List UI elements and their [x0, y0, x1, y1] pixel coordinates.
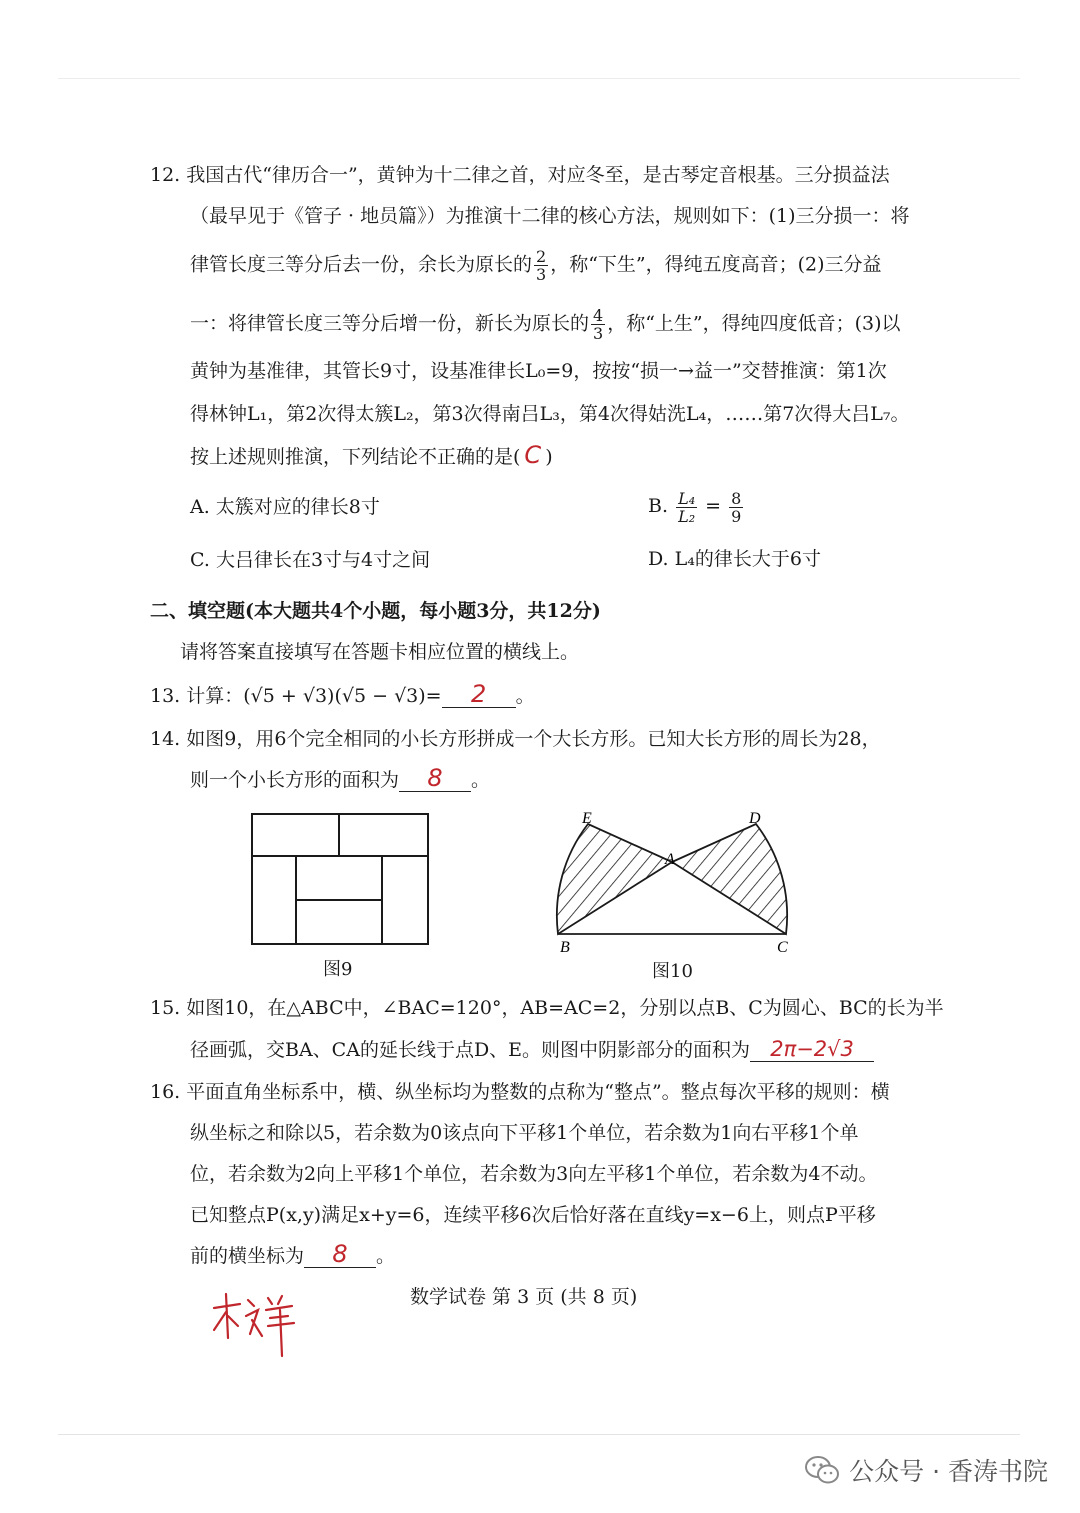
q16-line5-text: 前的横坐标为: [190, 1245, 305, 1267]
figure-10-arcs: [548, 806, 800, 954]
q12-line4: [190, 307, 901, 342]
q12-option-b: [648, 484, 745, 528]
q16-handwritten-answer: 8: [332, 1240, 348, 1268]
q14-line2-text: 则一个小长方形的面积为: [190, 769, 400, 791]
q15-line1: 15. 如图10，在△ABC中，∠BAC=120°，AB=AC=2，分别以点B、C为圆心、BC的长为半: [150, 997, 944, 1019]
figure-9-rectangles: [250, 812, 430, 946]
q12-line4-text-b: ，称“上生”，得纯四度低音；(3)以: [607, 312, 901, 335]
q15-line2: [190, 1037, 874, 1063]
q12-line5: 黄钟为基准律，其管长9寸，设基准律长L₀=9，按按“损一→益一”交替推演：第1次: [190, 360, 887, 382]
q13-text: 13. 计算：(√5 + √3)(√5 − √3)=: [150, 685, 442, 707]
q16-period: 。: [376, 1245, 396, 1267]
wechat-icon: [805, 1455, 839, 1485]
q12-line4-text-a: 一：将律管长度三等分后增一份，新长为原长的: [190, 312, 590, 335]
watermark-text: 公众号 · 香涛书院: [849, 1457, 1048, 1486]
fig10-left-shaded-region: [557, 824, 672, 934]
q12-line1: 12. 我国古代“律历合一”，黄钟为十二律之首，对应冬至，是古琴定音根基。三分损益法: [150, 164, 890, 186]
q12-line3-text-a: 律管长度三等分后去一份，余长为原长的: [190, 253, 533, 276]
q12-line7-text: 按上述规则推演，下列结论不正确的是(: [190, 446, 521, 468]
q12-option-c: C. 大吕律长在3寸与4寸之间: [190, 549, 431, 571]
fraction-l4-over-l2: $\frac{\text{L₄}}{\text{L₂}}$: [678, 488, 696, 526]
q14-period: 。: [471, 769, 491, 791]
q16-line2: 纵坐标之和除以5，若余数为0该点向下平移1个单位，若余数为1向右平移1个单: [190, 1122, 859, 1144]
q12-line3: [190, 248, 882, 283]
fig10-label-d: D: [749, 810, 761, 827]
fig10-label-c: C: [777, 939, 788, 954]
q12-line7: [190, 442, 553, 470]
page-footer: 数学试卷 第 3 页 (共 8 页): [410, 1286, 638, 1308]
signature-strokes: [210, 1290, 300, 1360]
q12-line3-text-b: ，称“下生”，得纯五度高音；(2)三分益: [550, 253, 882, 276]
fraction-two-thirds: $\frac{2}{3}$: [536, 247, 547, 284]
q14-line1: 14. 如图9，用6个完全相同的小长方形拼成一个大长方形。已知大长方形的周长为28，: [150, 728, 881, 750]
q12-line6: 得林钟L₁，第2次得太簇L₂，第3次得南吕L₃，第4次得姑洗L₄，……第7次得大吕L₇。: [190, 403, 910, 425]
q16-line4: 已知整点P(x,y)满足x+y=6，连续平移6次后恰好落在直线y=x−6上，则点P平移: [190, 1204, 876, 1226]
q13-handwritten-answer: 2: [470, 680, 487, 708]
fraction-four-thirds: $\frac{4}{3}$: [593, 306, 604, 343]
q14-answer-blank: [399, 764, 471, 792]
watermark: [805, 1452, 1048, 1488]
q14-handwritten-answer: 8: [427, 764, 443, 792]
fig10-label-e: E: [582, 810, 592, 827]
q12-option-d: D. L₄的律长大于6寸: [648, 548, 821, 570]
q12-handwritten-answer: C: [524, 441, 542, 469]
q13-answer-blank: [442, 680, 516, 708]
section2-instruction: 请将答案直接填写在答题卡相应位置的横线上。: [180, 641, 580, 663]
q12-line2: （最早见于《管子 · 地员篇》）为推演十二律的核心方法，规则如下：(1)三分损一：将: [190, 205, 910, 227]
q16-answer-blank: [304, 1240, 376, 1268]
q15-answer-blank: [750, 1038, 874, 1062]
q13-period: 。: [515, 685, 535, 707]
q14-line2: [190, 764, 491, 793]
q16-line3: 位，若余数为2向上平移1个单位，若余数为3向左平移1个单位，若余数为4不动。: [190, 1163, 878, 1185]
q12-option-a: A. 太簇对应的律长8寸: [190, 496, 380, 518]
fig10-right-shaded-region: [672, 824, 787, 934]
fraction-eight-ninths: $\frac{8}{9}$: [731, 488, 742, 526]
q12-line7-close: ): [545, 446, 553, 468]
q16-line5: [190, 1240, 396, 1269]
figure-10-caption: 图10: [652, 961, 693, 982]
q15-line2-text: 径画弧，交BA、CA的延长线于点D、E。则图中阴影部分的面积为: [190, 1039, 751, 1061]
q12-option-b-equals: =: [705, 495, 722, 517]
section2-title: 二、填空题(本大题共4个小题，每小题3分，共12分): [150, 600, 601, 622]
fig10-label-b: B: [560, 939, 570, 954]
q12-option-b-label: B.: [648, 495, 669, 517]
q16-line1: 16. 平面直角坐标系中，横、纵坐标均为整数的点称为“整点”。整点每次平移的规则：横: [150, 1081, 890, 1103]
figure-9-caption: 图9: [323, 959, 353, 980]
q15-handwritten-answer: 2π−2√3: [770, 1037, 854, 1061]
q13: [150, 680, 535, 709]
fig10-label-a: A: [665, 851, 675, 868]
handwritten-signature: [210, 1290, 300, 1360]
